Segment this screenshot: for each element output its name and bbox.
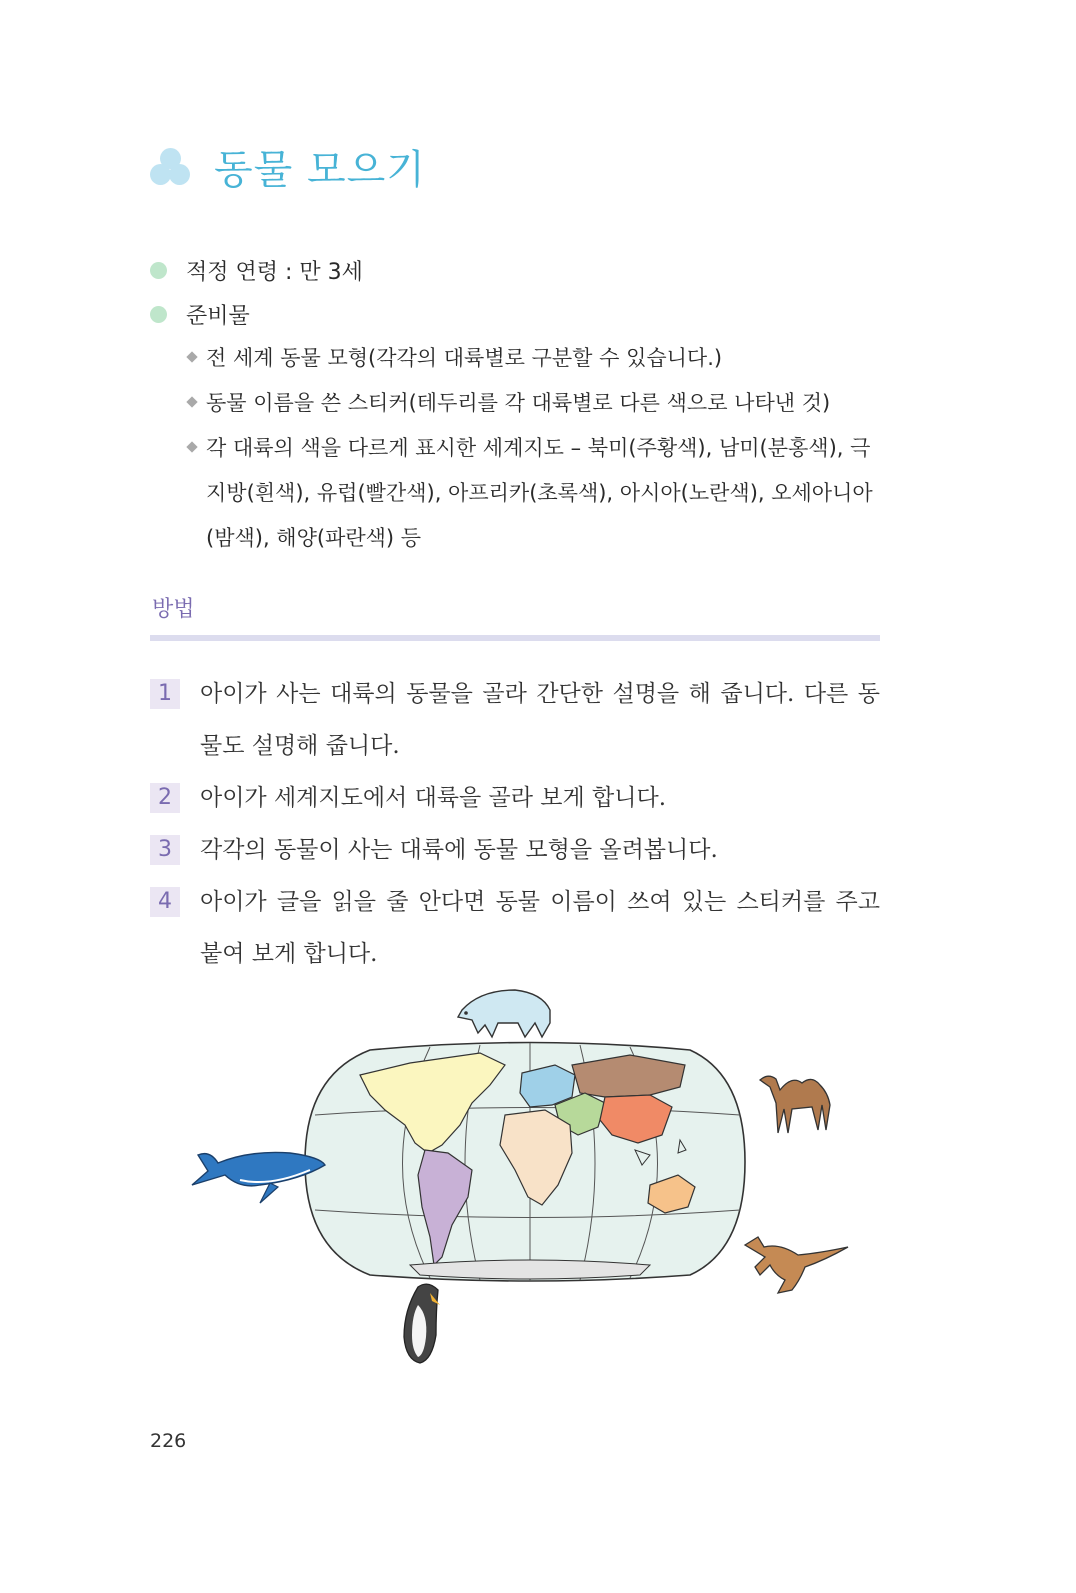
step-text: 각각의 동물이 사는 대륙에 동물 모형을 올려봅니다. bbox=[200, 837, 718, 863]
materials-list bbox=[188, 336, 890, 561]
step-number: 2 bbox=[150, 783, 180, 813]
page-title: 동물 모으기 bbox=[214, 147, 426, 193]
step-text: 아이가 세계지도에서 대륙을 골라 보게 합니다. bbox=[200, 785, 667, 811]
bullet-dot-icon bbox=[150, 262, 167, 279]
info-section bbox=[150, 248, 890, 561]
material-item: 동물 이름을 쓴 스티커(테두리를 각 대륙별로 다른 색으로 나타낸 것) bbox=[188, 381, 890, 426]
world-map-icon bbox=[305, 1043, 745, 1282]
illustration bbox=[180, 975, 880, 1375]
step-text: 아이가 사는 대륙의 동물을 골라 간단한 설명을 해 줍니다. 다른 동물도 설명해 줍니다. bbox=[200, 681, 880, 759]
page-number: 226 bbox=[150, 1430, 187, 1452]
diamond-bullet-icon bbox=[186, 396, 197, 407]
materials-label: 준비물 bbox=[186, 303, 250, 329]
section-rule bbox=[150, 635, 880, 641]
camel-icon bbox=[760, 1076, 830, 1133]
bullet-dot-icon bbox=[150, 306, 167, 323]
step-item bbox=[150, 772, 880, 824]
diamond-bullet-icon bbox=[186, 351, 197, 362]
trefoil-icon bbox=[150, 147, 190, 187]
method-header bbox=[150, 592, 880, 641]
steps-list bbox=[150, 668, 880, 980]
step-number: 3 bbox=[150, 835, 180, 865]
step-item bbox=[150, 824, 880, 876]
materials-row bbox=[150, 292, 890, 336]
material-item: 전 세계 동물 모형(각각의 대륙별로 구분할 수 있습니다.) bbox=[188, 336, 890, 381]
step-item bbox=[150, 876, 880, 980]
title-row bbox=[150, 138, 426, 195]
age-row bbox=[150, 248, 890, 292]
penguin-icon bbox=[404, 1284, 440, 1363]
age-text: 적정 연령 : 만 3세 bbox=[186, 259, 363, 285]
step-item bbox=[150, 668, 880, 772]
step-number: 1 bbox=[150, 679, 180, 709]
polar-bear-icon bbox=[458, 990, 550, 1037]
step-number: 4 bbox=[150, 887, 180, 917]
diamond-bullet-icon bbox=[186, 441, 197, 452]
kangaroo-icon bbox=[745, 1237, 848, 1293]
step-text: 아이가 글을 읽을 줄 안다면 동물 이름이 쓰여 있는 스티커를 주고 붙여 보게 합니다. bbox=[200, 889, 880, 967]
section-title: 방법 bbox=[152, 597, 195, 622]
material-item: 각 대륙의 색을 다르게 표시한 세계지도 – 북미(주황색), 남미(분홍색), 극지방(흰색), 유럽(빨간색), 아프리카(초록색), 아시아(노란색), 오세아니아(밤색), 해양(파란색) 등 bbox=[188, 426, 890, 561]
